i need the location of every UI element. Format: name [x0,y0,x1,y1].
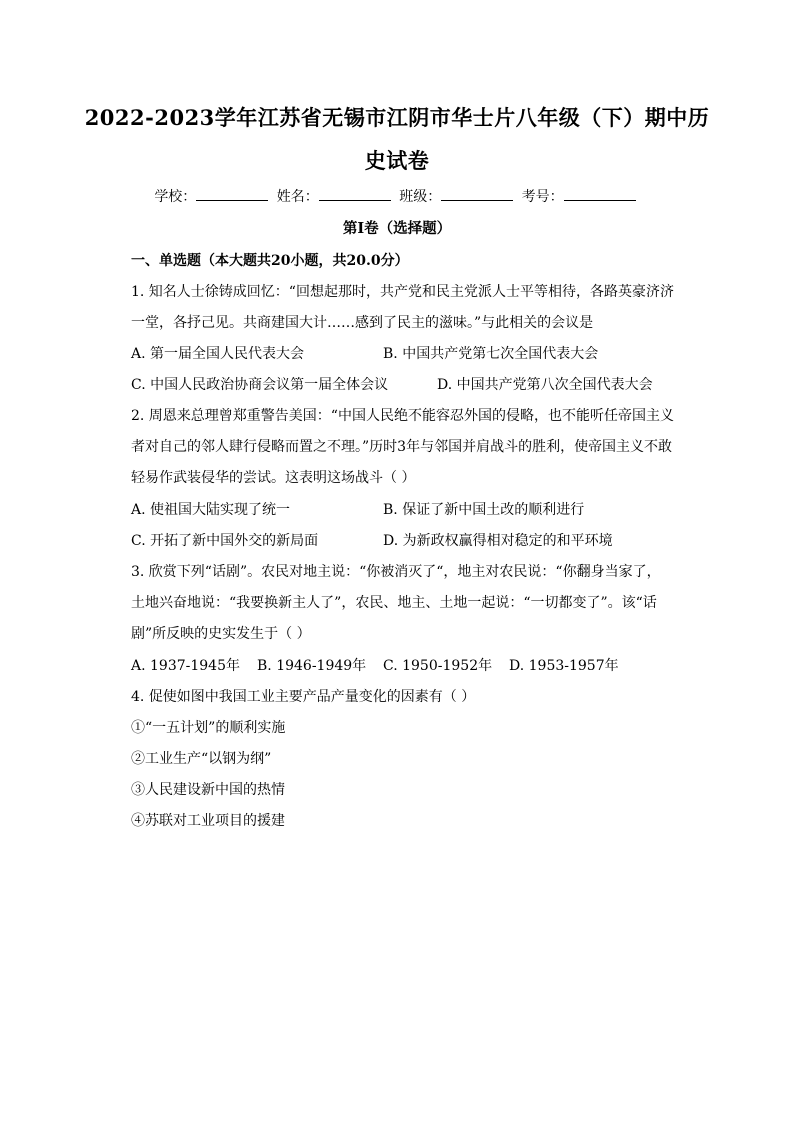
question-2-line-2: 者对自己的邻人肆行侵略而置之不理。”历时3年与邻国并肩战斗的胜利，使帝国主义不敢 [131,439,673,455]
question-2-option-a: A. 使祖国大陆实现了统一 [131,502,291,518]
exam-number-label: 考号： [521,189,564,205]
question-3-line-2: 土地兴奋地说：“我要换新主人了”，农民、地主、土地一起说：“一切都变了”。该“话 [131,595,657,611]
student-info-row [0,186,794,206]
question-2-line-1: 2. 周恩来总理曾郑重警告美国：“中国人民绝不能容忍外国的侵略，也不能听任帝国主义 [131,408,674,424]
question-2-option-c: C. 开拓了新中国外交的新局面 [131,533,319,549]
name-label: 姓名： [276,189,319,205]
section-title: 第Ⅰ卷（选择题） [342,220,452,237]
question-4-item-4: ④苏联对工业项目的援建 [131,813,285,829]
question-2-option-d: D. 为新政权赢得相对稳定的和平环境 [383,533,613,549]
question-4-item-3: ③人民建设新中国的热情 [131,782,285,798]
school-label: 学校： [154,189,197,205]
question-2-line-3: 轻易作武装侵华的尝试。这表明这场战斗（ ） [131,470,416,486]
question-1-option-c: C. 中国人民政治协商会议第一届全体会议 [131,377,389,393]
question-1-option-a: A. 第一届全国人民代表大会 [131,346,305,362]
class-blank [441,188,513,201]
question-1-line-1: 1. 知名人士徐铸成回忆：“回想起那时，共产党和民主党派人士平等相待，各路英豪济济 [131,284,674,300]
question-2-option-b: B. 保证了新中国土改的顺利进行 [383,502,585,518]
question-1-option-b: B. 中国共产党第七次全国代表大会 [383,346,599,362]
question-3-option-b: B. 1946-1949年 [257,658,367,674]
part-heading: 一、单选题（本大题共20小题，共20.0分） [131,253,409,269]
question-4-line-1: 4. 促使如图中我国工业主要产品产量变化的因素有（ ） [131,689,476,705]
question-3-option-c: C. 1950-1952年 [383,658,493,674]
question-1-line-2: 一堂，各抒己见。共商建国大计……感到了民主的滋味。”与此相关的会议是 [131,315,594,331]
question-4-item-2: ②工业生产“以钢为纲” [131,751,272,767]
question-3-line-3: 剧”所反映的史实发生于（ ） [131,626,311,642]
class-label: 班级： [399,189,442,205]
question-4-item-1: ①“一五计划”的顺利实施 [131,720,286,736]
school-blank [196,188,268,201]
exam-title-line-2: 史试卷 [364,148,430,173]
question-3-option-a: A. 1937-1945年 [131,658,240,674]
question-3-option-d: D. 1953-1957年 [509,658,619,674]
exam-number-blank [564,188,636,201]
exam-title-line-1: 2022-2023学年江苏省无锡市江阴市华士片八年级（下）期中历 [84,105,710,130]
question-3-line-1: 3. 欣赏下列“话剧”。农民对地主说：“你被消灭了“，地主对农民说：“你翻身当家了， [131,564,661,580]
question-1-option-d: D. 中国共产党第八次全国代表大会 [437,377,653,393]
name-blank [319,188,391,201]
